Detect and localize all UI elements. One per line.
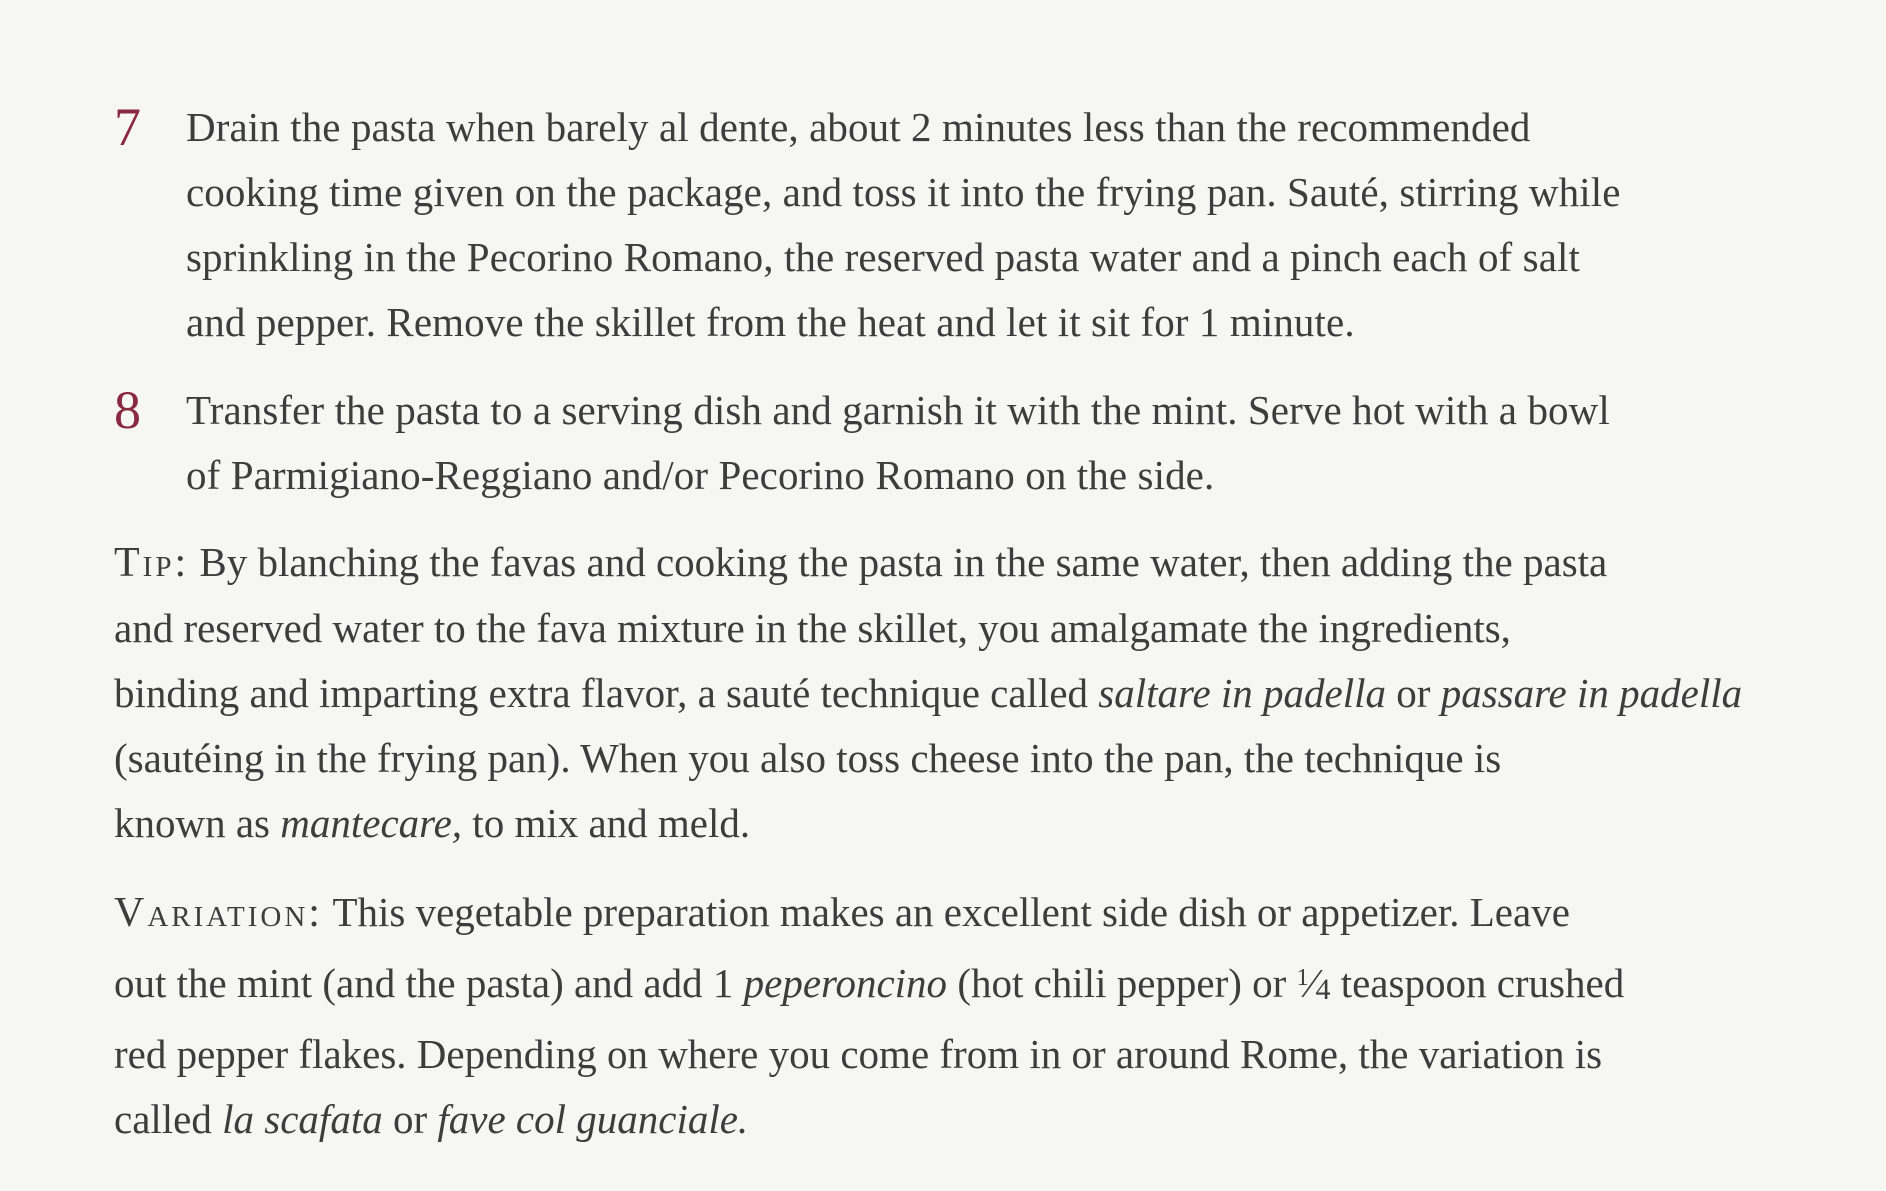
variation-text: out the mint (and the pasta) and add 1 xyxy=(114,960,734,1006)
tip-text: and reserved water to the fava mixture in the skillet, you amalgamate the ingredients, xyxy=(114,605,1511,651)
step-number: 8 xyxy=(114,380,141,440)
italic-term: mantecare, xyxy=(280,800,463,846)
step-line: cooking time given on the package, and toss it into the frying pan. Sauté, stirring while xyxy=(186,169,1621,215)
fraction-denominator: 4 xyxy=(1315,973,1331,1006)
step-8 xyxy=(114,378,1814,508)
tip-text: to mix and meld. xyxy=(472,800,751,846)
variation-text: red pepper flakes. Depending on where you come from in or around Rome, the variation is xyxy=(114,1031,1603,1077)
tip-text: binding and imparting extra flavor, a sauté technique called xyxy=(114,670,1089,716)
step-line: and pepper. Remove the skillet from the heat and let it sit for 1 minute. xyxy=(186,299,1355,345)
italic-term: passare in padella xyxy=(1440,670,1743,716)
tip-text: By blanching the favas and cooking the pasta in the same water, then adding the pasta xyxy=(199,539,1608,585)
tip-text: or xyxy=(1396,670,1431,716)
step-text xyxy=(186,378,1814,508)
variation-text: or xyxy=(392,1096,428,1142)
step-line: sprinkling in the Pecorino Romano, the reserved pasta water and a pinch each of salt xyxy=(186,234,1580,280)
variation-text: This vegetable preparation makes an excellent side dish or appetizer. Leave xyxy=(332,889,1570,935)
fraction xyxy=(1297,960,1331,1006)
step-line: of Parmigiano-Reggiano and/or Pecorino Romano on the side. xyxy=(186,452,1215,498)
italic-term: saltare in padella xyxy=(1098,670,1387,716)
step-7 xyxy=(114,95,1814,355)
variation-text: (hot chili pepper) or xyxy=(957,960,1287,1006)
tip-text: known as xyxy=(114,800,271,846)
step-text xyxy=(186,95,1814,355)
variation-label: Variation: xyxy=(114,890,323,936)
variation-text: called xyxy=(114,1096,212,1142)
variation-note xyxy=(114,880,1794,1152)
tip-note xyxy=(114,530,1794,856)
tip-text: (sautéing in the frying pan). When you also toss cheese into the pan, the technique is xyxy=(114,735,1502,781)
italic-term: fave col guanciale. xyxy=(437,1096,749,1142)
italic-term: la scafata xyxy=(222,1096,383,1142)
variation-text: teaspoon crushed xyxy=(1340,960,1625,1006)
step-line: Transfer the pasta to a serving dish and garnish it with the mint. Serve hot with a bowl xyxy=(186,387,1610,433)
tip-label: Tip: xyxy=(114,540,190,586)
step-number: 7 xyxy=(114,97,141,157)
fraction-numerator: 1 xyxy=(1296,965,1309,991)
step-line: Drain the pasta when barely al dente, about 2 minutes less than the recommended xyxy=(186,104,1531,150)
fraction-slash: ⁄ xyxy=(1308,960,1316,1006)
italic-term: peperoncino xyxy=(743,960,948,1006)
